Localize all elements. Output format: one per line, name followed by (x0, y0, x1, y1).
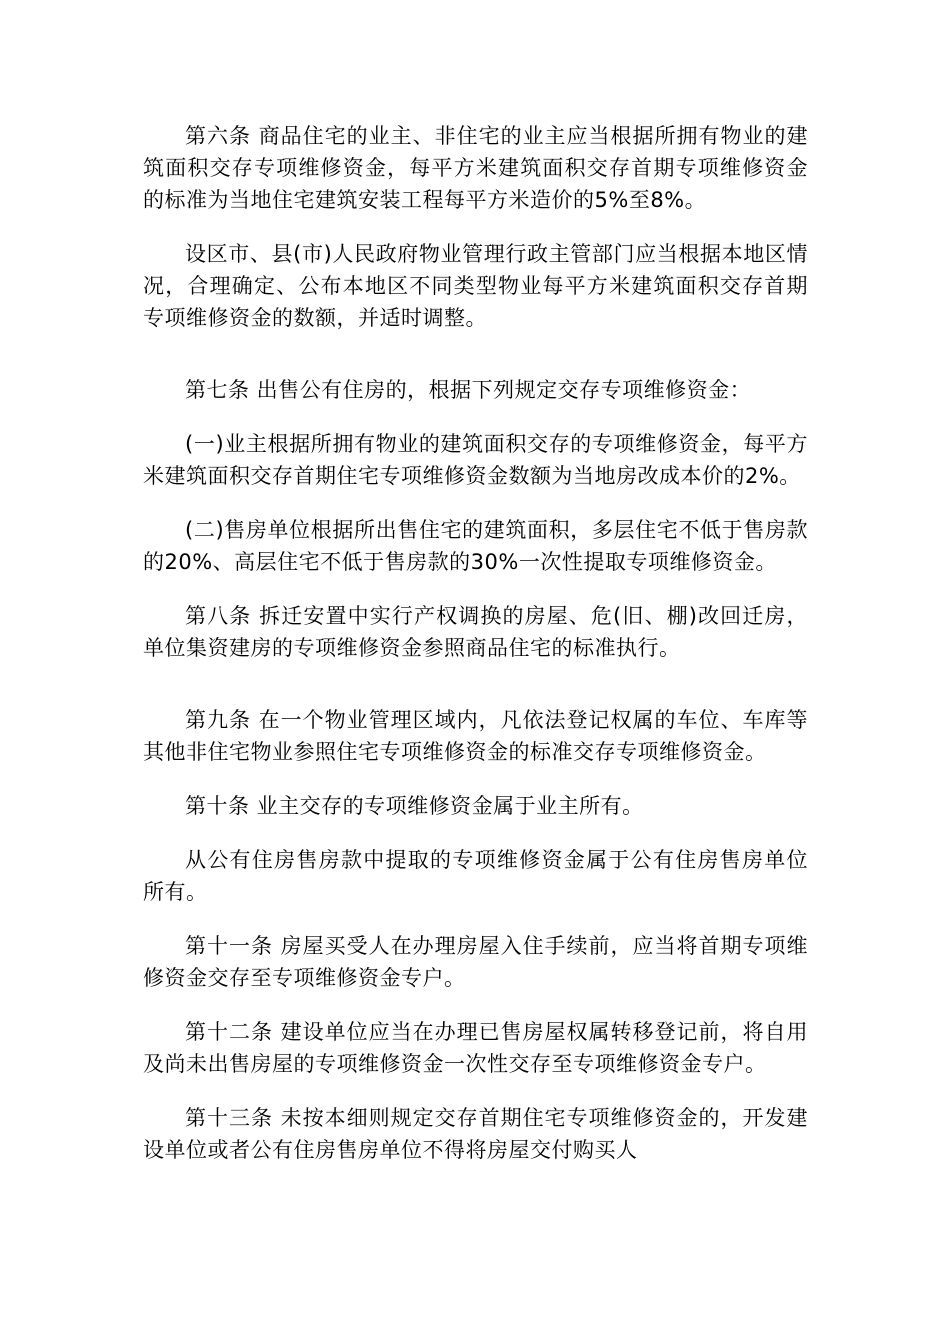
article-6-clause-2: 设区市、县(市)人民政府物业管理行政主管部门应当根据本地区情况，合理确定、公布本地区不同类型物业每平方米建筑面积交存首期专项维修资金的数额，并适时调整。 (143, 242, 808, 330)
article-8: 第八条 拆迁安置中实行产权调换的房屋、危(旧、棚)改回迁房，单位集资建房的专项维修资金参照商品住宅的标准执行。 (143, 604, 808, 660)
article-6: 第六条 商品住宅的业主、非住宅的业主应当根据所拥有物业的建筑面积交存专项维修资金，每平方米建筑面积交存首期专项维修资金的标准为当地住宅建筑安装工程每平方米造价的5%至8%。 (143, 124, 808, 212)
article-12: 第十二条 建设单位应当在办理已售房屋权属转移登记前，将自用及尚未出售房屋的专项维修资金一次性交存至专项维修资金专户。 (143, 1020, 808, 1076)
article-7: 第七条 出售公有住房的，根据下列规定交存专项维修资金： (185, 378, 752, 402)
article-7-item-2: (二)售房单位根据所出售住宅的建筑面积，多层住宅不低于售房款的20%、高层住宅不低于售房款的30%一次性提取专项维修资金。 (143, 518, 808, 574)
article-9: 第九条 在一个物业管理区域内，凡依法登记权属的车位、车库等其他非住宅物业参照住宅专项维修资金的标准交存专项维修资金。 (143, 708, 808, 764)
article-10-clause-2: 从公有住房售房款中提取的专项维修资金属于公有住房售房单位所有。 (143, 848, 808, 904)
article-10: 第十条 业主交存的专项维修资金属于业主所有。 (185, 794, 644, 818)
document-page (143, 120, 808, 1166)
article-7-item-1: (一)业主根据所拥有物业的建筑面积交存的专项维修资金，每平方米建筑面积交存首期住宅专项维修资金数额为当地房改成本价的2%。 (143, 432, 808, 488)
article-13: 第十三条 未按本细则规定交存首期住宅专项维修资金的，开发建设单位或者公有住房售房单位不得将房屋交付购买人 (143, 1106, 808, 1162)
article-11: 第十一条 房屋买受人在办理房屋入住手续前，应当将首期专项维修资金交存至专项维修资金专户。 (143, 934, 808, 990)
